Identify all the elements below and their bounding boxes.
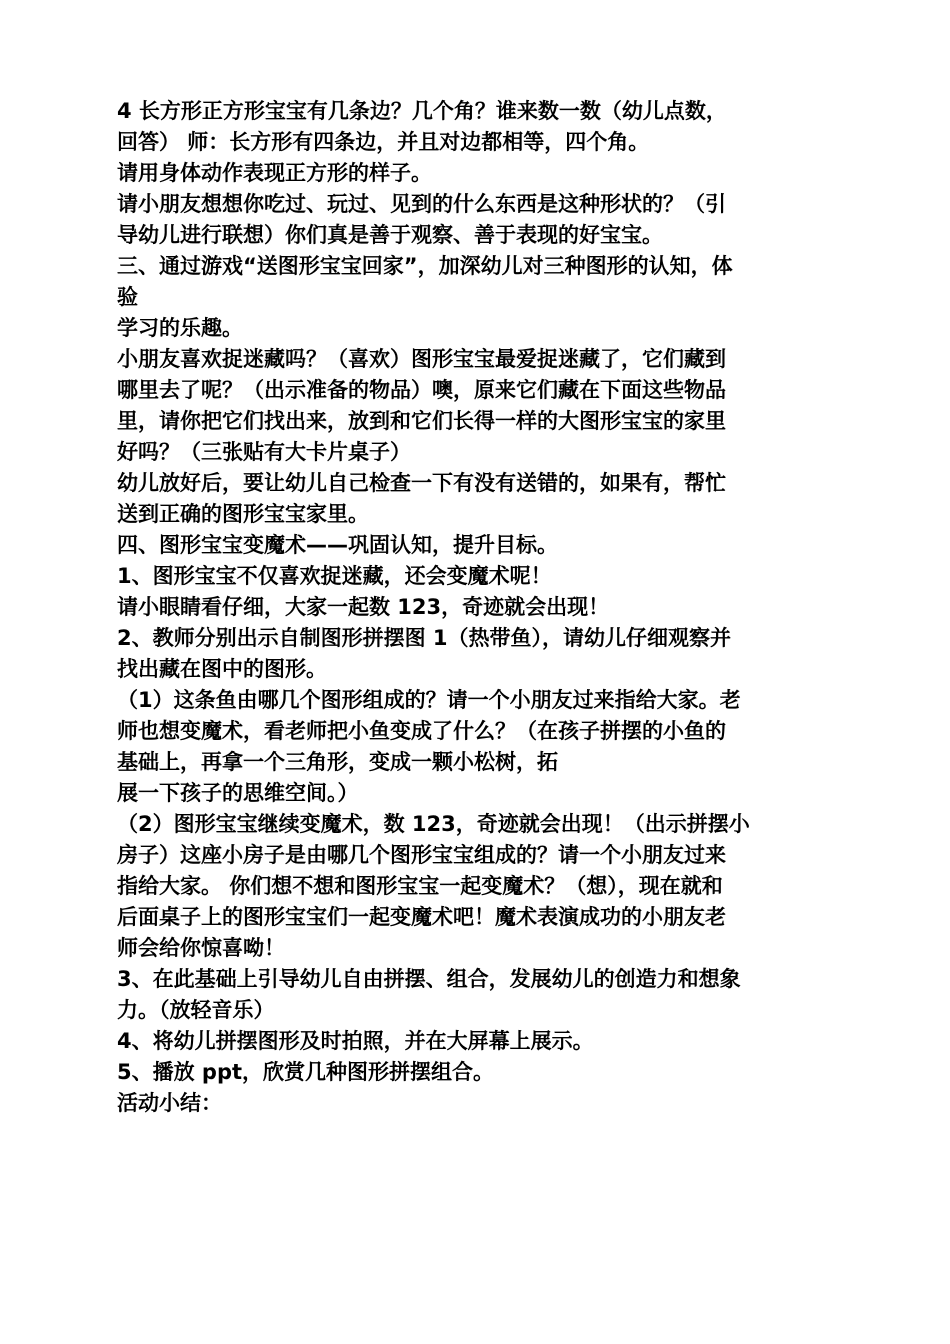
text-line: 四、图形宝宝变魔术——巩固认知，提升目标。 bbox=[117, 533, 558, 557]
text-line: 房子）这座小房子是由哪几个图形宝宝组成的？请一个小朋友过来 bbox=[117, 843, 726, 867]
text-line: 请小朋友想想你吃过、玩过、见到的什么东西是这种形状的？（引 bbox=[117, 192, 726, 216]
document-body bbox=[117, 96, 837, 1119]
text-line: 找出藏在图中的图形。 bbox=[117, 657, 327, 681]
text-line: 学习的乐趣。 bbox=[117, 316, 243, 340]
text-line: 哪里去了呢？（出示准备的物品）噢，原来它们藏在下面这些物品 bbox=[117, 378, 726, 402]
text-line: 验 bbox=[117, 285, 138, 309]
text-line: （2）图形宝宝继续变魔术，数 123，奇迹就会出现！（出示拼摆小 bbox=[117, 812, 750, 836]
text-line: 力。（放轻音乐） bbox=[117, 998, 275, 1022]
text-line: 师会给你惊喜呦！ bbox=[117, 936, 285, 960]
text-line: 1、图形宝宝不仅喜欢捉迷藏，还会变魔术呢！ bbox=[117, 564, 552, 588]
text-line: 师也想变魔术，看老师把小鱼变成了什么？（在孩子拼摆的小鱼的 bbox=[117, 719, 726, 743]
text-line: 送到正确的图形宝宝家里。 bbox=[117, 502, 369, 526]
text-line: 回答） 师：长方形有四条边，并且对边都相等，四个角。 bbox=[117, 130, 650, 154]
text-line: 展一下孩子的思维空间。） bbox=[117, 781, 359, 805]
text-line: 2、教师分别出示自制图形拼摆图 1（热带鱼），请幼儿仔细观察并 bbox=[117, 626, 732, 650]
text-line: 导幼儿进行联想）你们真是善于观察、善于表现的好宝宝。 bbox=[117, 223, 663, 247]
text-line: 基础上，再拿一个三角形，变成一颗小松树，拓 bbox=[117, 750, 558, 774]
text-line: 指给大家。 你们想不想和图形宝宝一起变魔术？（想），现在就和 bbox=[117, 874, 723, 898]
text-line: 好吗？（三张贴有大卡片桌子） bbox=[117, 440, 411, 464]
text-line: 3、在此基础上引导幼儿自由拼摆、组合，发展幼儿的创造力和想象 bbox=[117, 967, 741, 991]
text-line: 4、将幼儿拼摆图形及时拍照，并在大屏幕上展示。 bbox=[117, 1029, 594, 1053]
text-line: 5、播放 ppt，欣赏几种图形拼摆组合。 bbox=[117, 1060, 495, 1084]
text-line: 里，请你把它们找出来，放到和它们长得一样的大图形宝宝的家里 bbox=[117, 409, 726, 433]
text-line: 活动小结： bbox=[117, 1091, 222, 1115]
text-line: 三、通过游戏“送图形宝宝回家”，加深幼儿对三种图形的认知，体 bbox=[117, 254, 733, 278]
text-line: （1）这条鱼由哪几个图形组成的？请一个小朋友过来指给大家。老 bbox=[117, 688, 741, 712]
text-line: 幼儿放好后，要让幼儿自己检查一下有没有送错的，如果有，帮忙 bbox=[117, 471, 726, 495]
text-line: 小朋友喜欢捉迷藏吗？（喜欢）图形宝宝最爱捉迷藏了，它们藏到 bbox=[117, 347, 726, 371]
text-line: 4 长方形正方形宝宝有几条边？几个角？谁来数一数（幼儿点数， bbox=[117, 99, 727, 123]
text-line: 请小眼睛看仔细，大家一起数 123，奇迹就会出现！ bbox=[117, 595, 610, 619]
text-line: 后面桌子上的图形宝宝们一起变魔术吧！魔术表演成功的小朋友老 bbox=[117, 905, 726, 929]
text-line: 请用身体动作表现正方形的样子。 bbox=[117, 161, 432, 185]
